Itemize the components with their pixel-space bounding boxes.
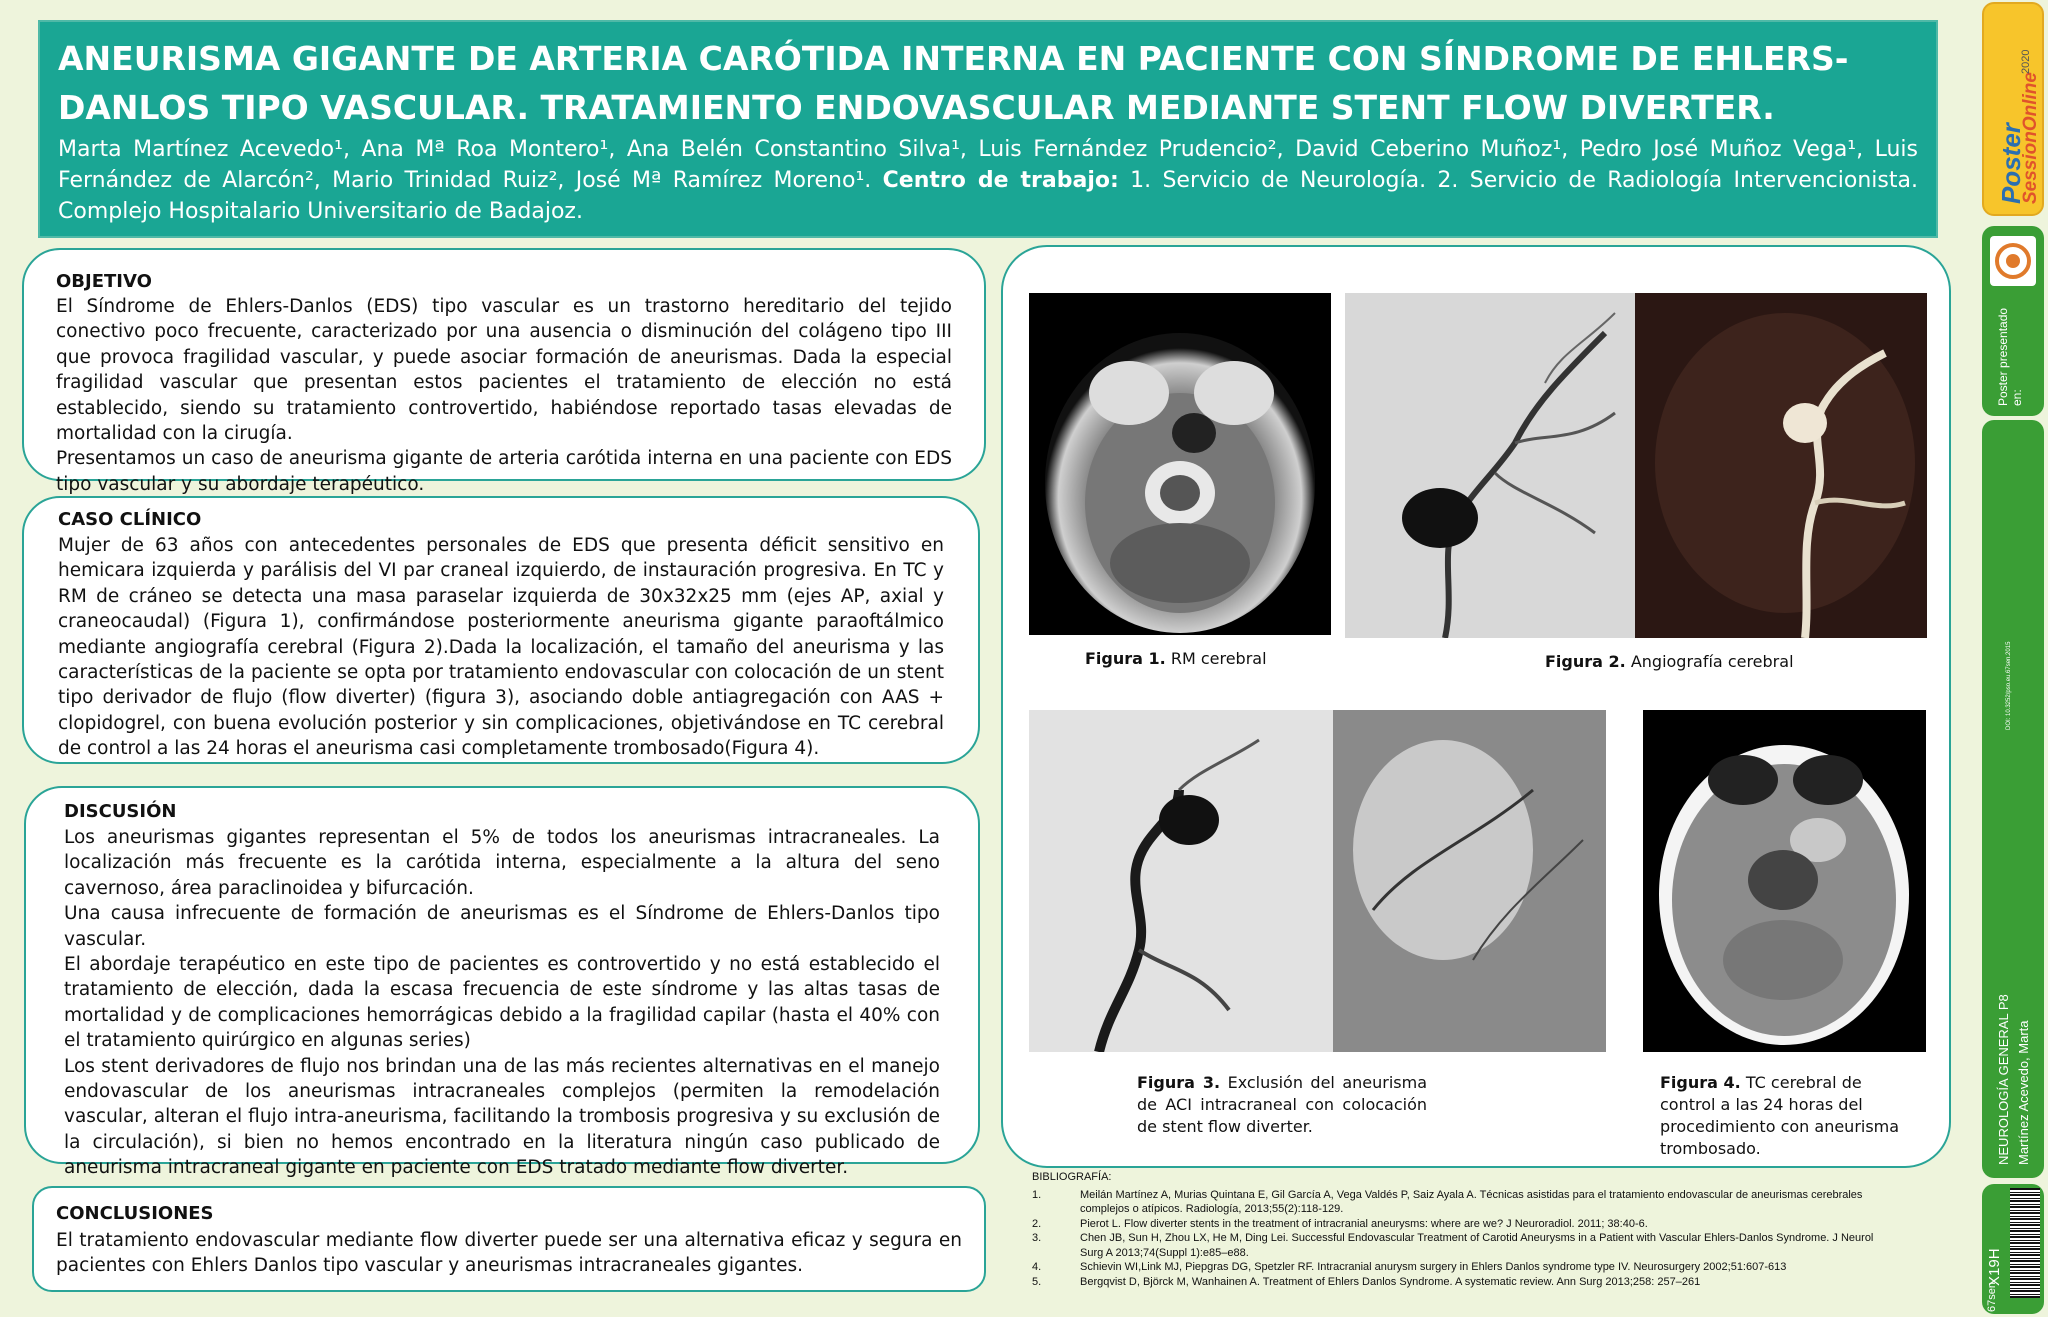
figure-1-text: RM cerebral	[1170, 649, 1267, 668]
bibliography-title: BIBLIOGRAFÍA:	[1032, 1171, 1112, 1183]
caso-heading: CASO CLÍNICO	[58, 509, 202, 530]
discusion-paragraph: Una causa infrecuente de formación de aneurismas es el Síndrome de Ehlers-Danlos tipo vascular.	[64, 903, 940, 950]
presented-label: Poster presentado en:	[1996, 307, 2024, 406]
discusion-paragraph: Los aneurismas gigantes representan el 5% de todos los aneurismas intracraneales. La localización más frecuente es la carótida interna, especialmente a la altura del seno cavernoso, área paraclinoidea y bifurcación.	[64, 827, 940, 899]
conclusiones-section	[32, 1186, 986, 1292]
workplace-text: 1. Servicio de Neurología. 2. Servicio de Radiología Intervencionista. Complejo Hospitalario Universitario de Badajoz.	[58, 168, 1918, 224]
barcode-panel	[1982, 1184, 2044, 1314]
figure-3-angiography-image	[1029, 710, 1333, 1052]
bibliography-item: 3. Chen JB, Sun H, Zhou LX, He M, Ding Lei. Successful Endovascular Treatment of Carotid Aneurysms in a Patient with Vascular Ehlers-Danlos Syndrome. J Neurol Surg A 2013;74(Suppl 1):e85–e88.	[1032, 1232, 1874, 1259]
figure-4-caption	[1660, 1072, 1905, 1160]
caso-clinico-section	[22, 496, 980, 764]
figure-3-label: Figura 3.	[1137, 1073, 1221, 1092]
workplace-label: Centro de trabajo:	[882, 168, 1119, 193]
figure-4-image	[1643, 710, 1926, 1052]
objetivo-section	[22, 248, 986, 495]
objetivo-heading: OBJETIVO	[56, 271, 152, 292]
poster-code: X19H	[1986, 1248, 2003, 1286]
conclusiones-heading: CONCLUSIONES	[56, 1203, 214, 1224]
society-logo-panel	[1982, 226, 2044, 416]
category-text: NEUROLOGÍA GENERAL P8	[1996, 994, 2011, 1165]
figure-2-angiography-image	[1345, 293, 1635, 638]
author-text: Martínez Acevedo, Marta	[2016, 1020, 2031, 1165]
figure-3-caption	[1137, 1072, 1427, 1138]
discusion-paragraph: El abordaje terapéutico en este tipo de pacientes es controvertido y no está establecido el tratamiento de elección, dada la escasa frecuencia de este síndrome y las altas tasas de mortalidad y de complicaciones hemorrágicas debido a la fragilidad capilar (hasta el 40% con el tratamiento quirúrgico en algunas series)	[64, 954, 940, 1052]
bibliography-item: 5. Bergqvist D, Björck M, Wanhainen A. Treatment of Ehlers Danlos Syndrome. A systematic review. Ann Surg 2013;258: 257–261	[1032, 1275, 1701, 1288]
bibliography	[1032, 1170, 1882, 1289]
society-logo	[1990, 236, 2036, 286]
bibliography-item: 4. Schievin WI,Link MJ, Piepgras DG, Spetzler RF. Intracranial anurysm surgery in Ehlers Danlos syndrome type IV. Neurosurgery 2002;51:607-613	[1032, 1261, 1787, 1273]
figure-3-fluoroscopy-image	[1333, 710, 1606, 1052]
figure-4-text: TC cerebral de control a las 24 horas del procedimiento con aneurisma trombosado.	[1660, 1073, 1900, 1158]
figure-2-3d-image	[1635, 293, 1927, 638]
logo-year: 2020	[2020, 49, 2032, 74]
caso-paragraph: Mujer de 63 años con antecedentes personales de EDS que presenta déficit sensitivo en hemicara izquierda y parálisis del VI par craneal izquierdo, de instauración progresiva. En TC y RM de cráneo se detecta una masa paraselar izquierda de 30x32x25 mm (ejes AP, axial y craneocaudal) (Figura 1), confirmándose posteriormente aneurisma gigante paraoftálmico mediante angiografía cerebral (Figura 2).Dada la localización, el tamaño del aneurisma y las características de la paciente se opta por tratamiento endovascular con colocación de un stent tipo derivador de flujo (flow diverter) (figura 3), asociando doble antiagregación con AAS + clopidogrel, con buena evolución posterior y sin complicaciones, objetivándose en TC cerebral de control a las 24 horas el aneurisma casi completamente trombosado(Figura 4).	[58, 535, 944, 760]
logo-session-word: SessionOnline	[2020, 72, 2041, 204]
event-code: 67sen	[1986, 1282, 1998, 1312]
authors-text: Marta Martínez Acevedo¹, Ana Mª Roa Montero¹, Ana Belén Constantino Silva¹, Luis Fernández Prudencio², David Ceberino Muñoz¹, Pedro José Muñoz Vega¹, Luis Fernández de Alarcón², Mario Trinidad Ruiz², José Mª Ramírez Moreno¹.	[58, 137, 1918, 193]
discusion-section	[24, 786, 980, 1179]
bibliography-item: 1. Meilán Martínez A, Murias Quintana E, Gil García A, Vega Valdés P, Saiz Ayala A. Técnicas asistidas para el tratamiento endovascular de aneurismas cerebrales complejos o atípicos. Radiología, 2013;55(2):118-129.	[1032, 1188, 1863, 1215]
poster-title: ANEURISMA GIGANTE DE ARTERIA CARÓTIDA INTERNA EN PACIENTE CON SÍNDROME DE EHLERS-DANLOS TIPO VASCULAR. TRATAMIENTO ENDOVASCULAR MEDIANTE STENT FLOW DIVERTER.	[58, 39, 1849, 127]
poster-info-strip	[1982, 420, 2044, 1178]
discusion-heading: DISCUSIÓN	[64, 801, 177, 822]
poster-session-online-logo	[1982, 2, 2044, 216]
figure-2-caption	[1545, 651, 1805, 673]
bibliography-item: 2. Pierot L. Flow diverter stents in the treatment of intracranial aneurysms: where are we? J Neuroradiol. 2011; 38:40-6.	[1032, 1217, 1648, 1230]
conclusiones-paragraph: El tratamiento endovascular mediante flow diverter puede ser una alternativa eficaz y segura en pacientes con Ehlers Danlos tipo vascular y aneurismas intracraneales gigantes.	[56, 1230, 962, 1277]
doi-text: DOI: 10.3252/pso.eu.67sen.2015	[2006, 641, 2012, 730]
figure-1-caption	[1085, 648, 1315, 670]
barcode	[2010, 1188, 2040, 1298]
discusion-paragraph: Los stent derivadores de flujo nos brindan una de las más recientes alternativas en el manejo endovascular de los aneurismas intracraneales complejos (permiten la remodelación vascular, alteran el flujo intra-aneurisma, facilitando la trombosis progresiva y su exclusión de la circulación), si bien no hemos encontrado en la literatura ningún caso publicado de aneurisma intracraneal gigante en paciente con EDS tratado mediante flow diverter.	[64, 1055, 940, 1179]
figure-1-image	[1029, 293, 1331, 635]
figure-1-label: Figura 1.	[1085, 649, 1166, 668]
figure-4-label: Figura 4.	[1660, 1073, 1741, 1092]
figure-2-text: Angiografía cerebral	[1630, 652, 1794, 671]
author-list	[58, 134, 1918, 227]
figure-3-text: Exclusión del aneurisma de ACI intracraneal con colocación de stent flow diverter.	[1137, 1073, 1428, 1136]
figure-2-label: Figura 2.	[1545, 652, 1626, 671]
objetivo-paragraph: El Síndrome de Ehlers-Danlos (EDS) tipo vascular es un trastorno hereditario del tejido conectivo poco frecuente, caracterizado por una ausencia o disminución del colágeno tipo III que provoca fragilidad vascular, y puede asociar formación de aneurismas. Dada la especial fragilidad vascular que presentan estos pacientes el tratamiento de elección no está establecido, siendo su tratamiento controvertido, habiéndose reportado tasas elevadas de mortalidad con la cirugía.	[56, 296, 952, 445]
objetivo-paragraph: Presentamos un caso de aneurisma gigante de arteria carótida interna en una paciente con EDS tipo vascular y su abordaje terapéutico.	[56, 448, 952, 495]
poster-header	[38, 20, 1938, 238]
logo-poster-word: Poster	[1996, 123, 2026, 204]
